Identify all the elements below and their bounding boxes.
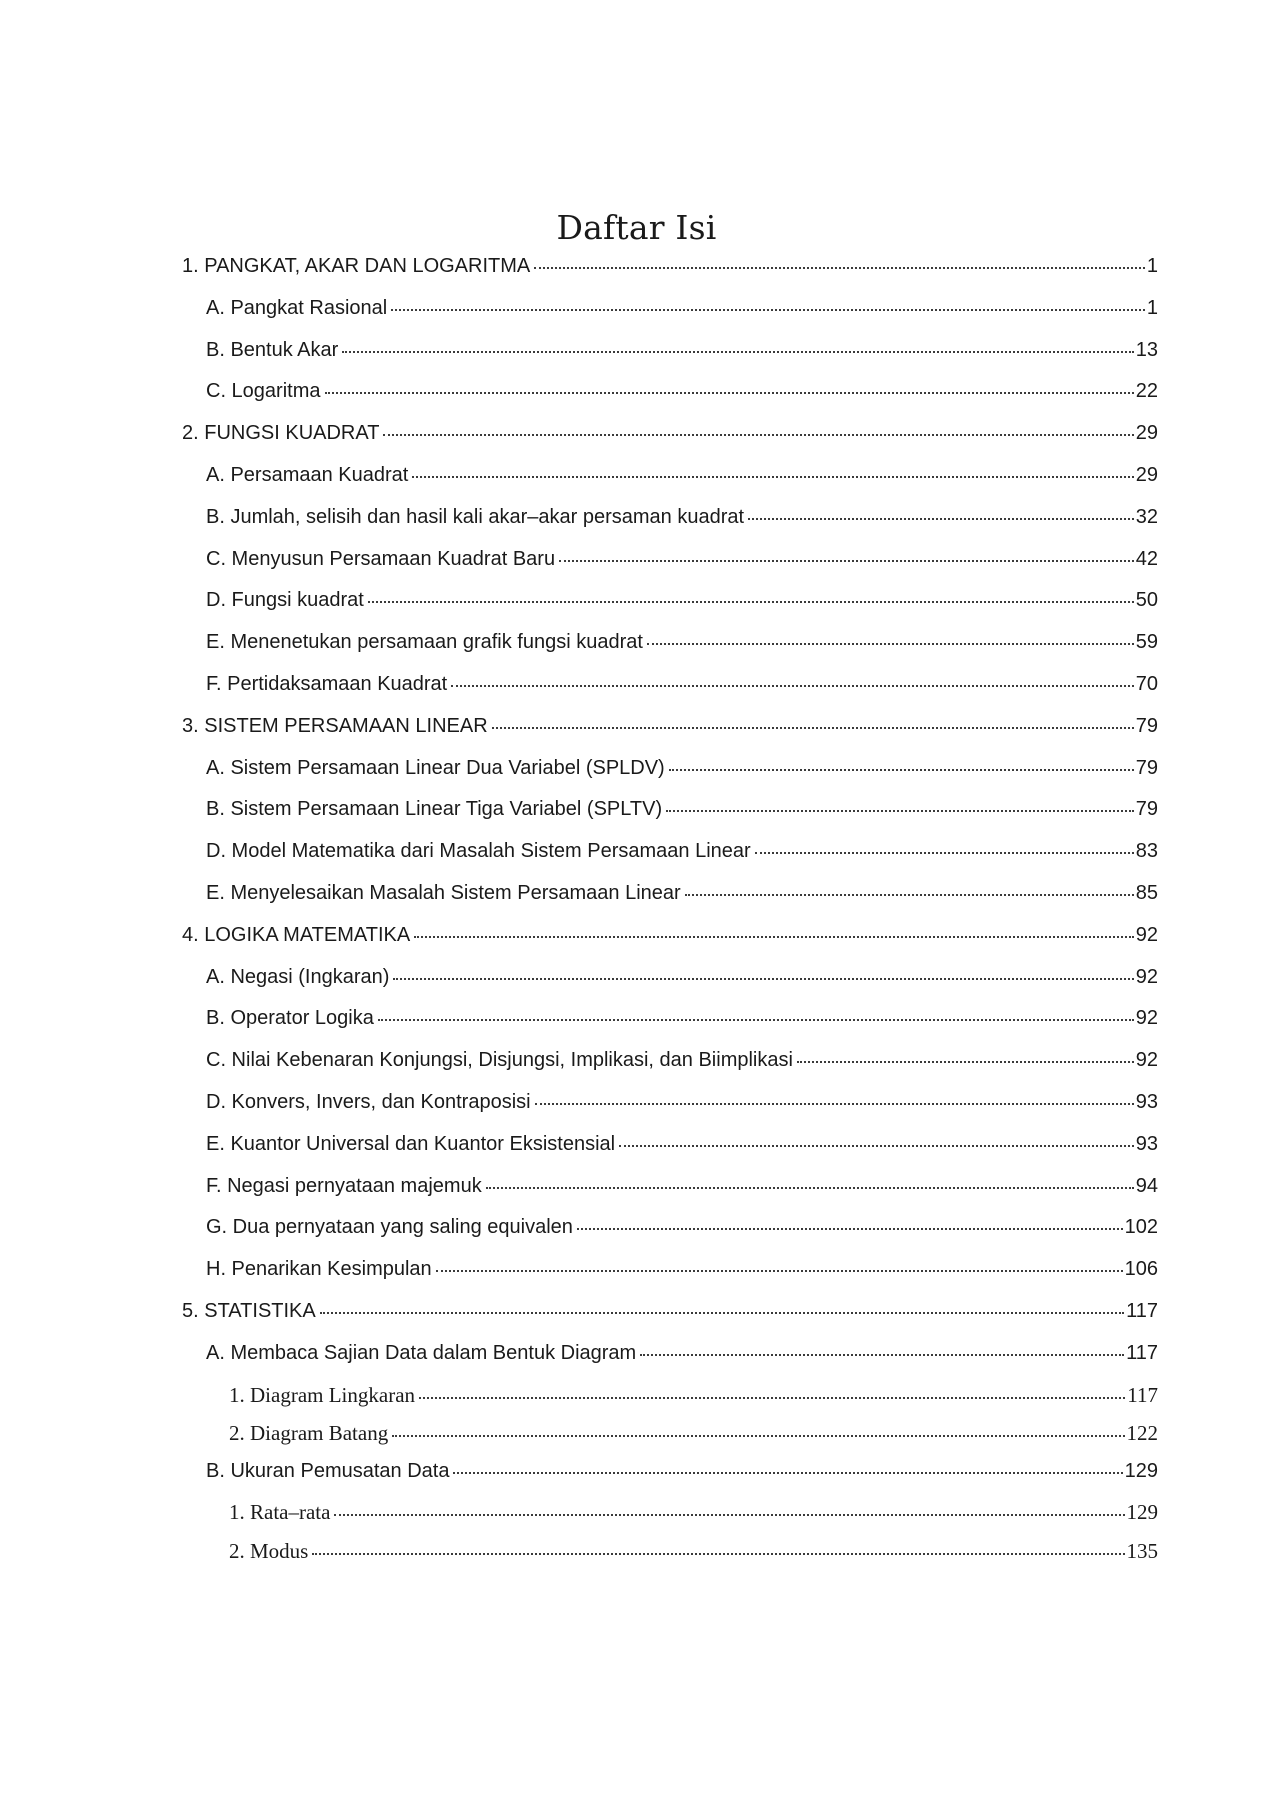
toc-entry-label: 3. SISTEM PERSAMAAN LINEAR — [182, 714, 488, 737]
toc-entry[interactable] — [182, 837, 1158, 879]
toc-entry-page: 92 — [1135, 1049, 1158, 1072]
dot-leader — [619, 1130, 1134, 1150]
toc-entry-label: 2. FUNGSI KUADRAT — [182, 422, 380, 445]
dot-leader — [685, 879, 1134, 899]
dot-leader — [492, 712, 1134, 732]
dot-leader — [393, 963, 1133, 983]
toc-entry[interactable] — [182, 1172, 1158, 1214]
dot-leader — [419, 1381, 1125, 1402]
dot-leader — [535, 1088, 1134, 1108]
toc-entry[interactable] — [182, 461, 1158, 503]
toc-entry-label: C. Menyusun Persamaan Kuadrat Baru — [206, 547, 556, 570]
toc-entry-page: 92 — [1135, 965, 1158, 988]
toc-entry-label: 5. STATISTIKA — [182, 1299, 316, 1322]
toc-entry[interactable] — [182, 795, 1158, 837]
toc-entry-page: 117 — [1127, 1382, 1158, 1407]
toc-entry-page: 117 — [1126, 1299, 1158, 1322]
dot-leader — [640, 1339, 1124, 1359]
dot-leader — [325, 377, 1134, 397]
toc-entry-chapter-4[interactable] — [182, 921, 1158, 963]
dot-leader — [412, 461, 1133, 481]
toc-entry[interactable] — [182, 503, 1158, 545]
toc-entry-label: B. Bentuk Akar — [206, 338, 339, 361]
dot-leader — [486, 1172, 1134, 1192]
dot-leader — [414, 921, 1134, 941]
toc-entry[interactable] — [182, 879, 1158, 921]
toc-entry-page: 122 — [1126, 1420, 1158, 1445]
toc-entry-label: 2. Diagram Batang — [229, 1420, 389, 1445]
toc-entry-label: A. Pangkat Rasional — [206, 296, 388, 319]
toc-entry-page: 32 — [1135, 505, 1158, 528]
toc-entry-page: 93 — [1135, 1090, 1158, 1113]
toc-entry-label: B. Sistem Persamaan Linear Tiga Variabel (SPLTV) — [206, 798, 663, 821]
toc-entry-page: 29 — [1135, 422, 1158, 445]
toc-entry-page: 135 — [1126, 1539, 1158, 1564]
toc-entry[interactable] — [182, 670, 1158, 712]
toc-entry-page: 70 — [1135, 672, 1158, 695]
toc-entry-label: D. Model Matematika dari Masalah Sistem Persamaan Linear — [206, 840, 751, 863]
toc-entry[interactable] — [182, 377, 1158, 419]
toc-subentry[interactable] — [182, 1537, 1158, 1576]
toc-entry[interactable] — [182, 1457, 1158, 1499]
dot-leader — [534, 252, 1145, 272]
toc-subentry[interactable] — [182, 1498, 1158, 1537]
toc-entry-page: 79 — [1135, 756, 1158, 779]
toc-entry-page: 117 — [1126, 1341, 1158, 1364]
toc-entry-page: 83 — [1135, 840, 1158, 863]
toc-entry[interactable] — [182, 336, 1158, 378]
toc-entry-chapter-3[interactable] — [182, 712, 1158, 754]
toc-entry[interactable] — [182, 1213, 1158, 1255]
toc-entry[interactable] — [182, 628, 1158, 670]
dot-leader — [666, 795, 1134, 815]
toc-entry-page: 1 — [1146, 296, 1158, 319]
toc-entry-chapter-1[interactable] — [182, 252, 1158, 294]
toc-entry-page: 129 — [1126, 1500, 1158, 1525]
dot-leader — [312, 1537, 1124, 1558]
toc-entry[interactable] — [182, 1130, 1158, 1172]
toc-entry-chapter-2[interactable] — [182, 419, 1158, 461]
toc-entry[interactable] — [182, 1004, 1158, 1046]
toc-entry-label: B. Operator Logika — [206, 1007, 374, 1030]
toc-entry-page: 94 — [1135, 1174, 1158, 1197]
dot-leader — [748, 503, 1134, 523]
toc-entry-label: A. Membaca Sajian Data dalam Bentuk Diagram — [206, 1341, 637, 1364]
dot-leader — [669, 754, 1134, 774]
toc-entry-page: 79 — [1135, 798, 1158, 821]
toc-entry-page: 1 — [1146, 255, 1158, 277]
toc-entry-label: D. Fungsi kuadrat — [206, 589, 364, 612]
toc-entry-page: 92 — [1135, 1007, 1158, 1030]
toc-entry-label: C. Nilai Kebenaran Konjungsi, Disjungsi, Implikasi, dan Biimplikasi — [206, 1049, 793, 1072]
dot-leader — [451, 670, 1134, 690]
toc-entry[interactable] — [182, 963, 1158, 1005]
toc-entry-label: 1. Rata–rata — [229, 1500, 331, 1525]
toc-entry-label: 2. Modus — [229, 1539, 309, 1564]
toc-entry[interactable] — [182, 1339, 1158, 1381]
toc-entry-label: 1. PANGKAT, AKAR DAN LOGARITMA — [182, 255, 531, 277]
dot-leader — [320, 1297, 1124, 1317]
dot-leader — [559, 545, 1134, 565]
toc-entry-page: 59 — [1135, 631, 1158, 654]
toc-entry-page: 42 — [1135, 547, 1158, 570]
toc-subentry[interactable] — [182, 1381, 1158, 1419]
dot-leader — [392, 1419, 1124, 1440]
toc-entry-label: 1. Diagram Lingkaran — [229, 1382, 416, 1407]
toc-entry-label: D. Konvers, Invers, dan Kontraposisi — [206, 1090, 531, 1113]
toc-entry-label: E. Menyelesaikan Masalah Sistem Persamaan Linear — [206, 881, 681, 904]
toc-entry-label: A. Negasi (Ingkaran) — [206, 965, 390, 988]
dot-leader — [577, 1213, 1123, 1233]
dot-leader — [342, 336, 1133, 356]
toc-entry-label: E. Menenetukan persamaan grafik fungsi kuadrat — [206, 631, 643, 654]
toc-entry-label: H. Penarikan Kesimpulan — [206, 1258, 432, 1281]
toc-entry-label: E. Kuantor Universal dan Kuantor Eksistensial — [206, 1132, 616, 1155]
toc-entry-label: F. Pertidaksamaan Kuadrat — [206, 672, 448, 695]
dot-leader — [436, 1255, 1123, 1275]
toc-entry-label: 4. LOGIKA MATEMATIKA — [182, 923, 411, 946]
toc-entry-page: 102 — [1124, 1216, 1158, 1239]
toc-entry[interactable] — [182, 1088, 1158, 1130]
toc-subentry[interactable] — [182, 1419, 1158, 1457]
page-title: Daftar Isi — [556, 208, 717, 247]
dot-leader — [755, 837, 1134, 857]
toc-entry[interactable] — [182, 1255, 1158, 1297]
toc-entry-page: 85 — [1135, 881, 1158, 904]
toc-entry-page: 50 — [1135, 589, 1158, 612]
dot-leader — [453, 1457, 1122, 1477]
dot-leader — [383, 419, 1133, 439]
dot-leader — [647, 628, 1134, 648]
dot-leader — [391, 294, 1145, 314]
toc-entry-label: F. Negasi pernyataan majemuk — [206, 1174, 482, 1197]
dot-leader — [378, 1004, 1134, 1024]
toc-entry[interactable] — [182, 754, 1158, 796]
toc-entry-label: C. Logaritma — [206, 380, 321, 403]
toc-entry-chapter-5[interactable] — [182, 1297, 1158, 1339]
toc-entry-page: 106 — [1124, 1258, 1158, 1281]
toc-entry-label: A. Persamaan Kuadrat — [206, 463, 409, 486]
toc-entry-label: B. Ukuran Pemusatan Data — [206, 1459, 450, 1482]
table-of-contents — [182, 252, 1158, 1576]
toc-entry[interactable] — [182, 545, 1158, 587]
toc-entry[interactable] — [182, 1046, 1158, 1088]
toc-entry-page: 129 — [1124, 1459, 1158, 1482]
toc-entry-page: 93 — [1135, 1132, 1158, 1155]
toc-entry[interactable] — [182, 586, 1158, 628]
toc-entry[interactable] — [182, 294, 1158, 336]
toc-entry-page: 92 — [1135, 923, 1158, 946]
toc-entry-page: 29 — [1135, 463, 1158, 486]
dot-leader — [334, 1498, 1124, 1519]
toc-entry-label: A. Sistem Persamaan Linear Dua Variabel (SPLDV) — [206, 756, 665, 779]
toc-entry-label: B. Jumlah, selisih dan hasil kali akar–akar persaman kuadrat — [206, 505, 745, 528]
toc-entry-page: 79 — [1135, 714, 1158, 737]
toc-entry-page: 22 — [1135, 380, 1158, 403]
dot-leader — [368, 586, 1134, 606]
toc-entry-label: G. Dua pernyataan yang saling equivalen — [206, 1216, 573, 1239]
toc-entry-page: 13 — [1135, 338, 1158, 361]
dot-leader — [797, 1046, 1134, 1066]
